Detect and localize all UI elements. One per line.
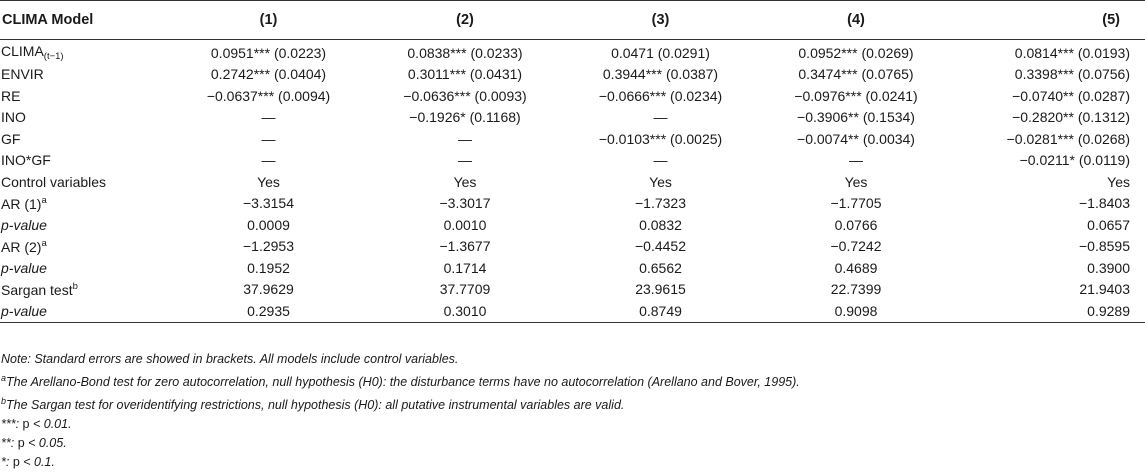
table-cell: 23.9615 bbox=[635, 281, 686, 298]
row-label-superscript: a bbox=[41, 237, 47, 249]
row-label bbox=[0, 214, 170, 236]
row-label bbox=[0, 85, 170, 107]
table-cell: Yes bbox=[649, 173, 672, 190]
table-cell: — bbox=[849, 152, 863, 169]
table-cell: 0.0838*** (0.0233) bbox=[407, 44, 523, 61]
table-cell: Yes bbox=[844, 173, 868, 190]
table-cell: 21.9403 bbox=[1079, 281, 1130, 298]
table-cell: 0.3900 bbox=[1087, 259, 1130, 276]
table-cell: — bbox=[458, 152, 472, 169]
sig3-rest: < 0.1. bbox=[19, 455, 55, 469]
table-cell: — bbox=[458, 130, 472, 147]
table-cell: — bbox=[261, 152, 276, 169]
table-row bbox=[0, 279, 1145, 301]
table-cell: −0.0074** (0.0034) bbox=[797, 130, 915, 147]
significance-note-3 bbox=[1, 453, 800, 472]
table-cell: 0.3010 bbox=[367, 300, 563, 322]
header-cell-model: CLIMA Model bbox=[0, 1, 170, 40]
table-cell: 0.3474*** (0.0765) bbox=[798, 66, 914, 83]
table-row bbox=[0, 214, 1145, 236]
table-cell: −0.0103*** (0.0025) bbox=[598, 130, 723, 147]
table-cell: 0.9289 bbox=[954, 300, 1145, 322]
table-cell: −3.3017 bbox=[439, 195, 491, 212]
table-cell: −0.8595 bbox=[1079, 238, 1130, 255]
row-label bbox=[0, 128, 170, 150]
table-row bbox=[0, 171, 1145, 193]
table-cell: 22.7399 bbox=[830, 281, 882, 298]
table-cell: 0.9098 bbox=[758, 300, 954, 322]
table-cell: 0.0951*** (0.0223) bbox=[210, 44, 327, 61]
row-label-text: Sargan test bbox=[1, 281, 73, 298]
note-line: Note: Standard errors are showed in brackets. All models include control variables. bbox=[1, 352, 459, 366]
row-label-text: INO*GF bbox=[1, 152, 51, 169]
table-cell: −0.0637*** (0.0094) bbox=[206, 87, 331, 104]
row-label-text: p-value bbox=[1, 259, 47, 276]
row-label bbox=[0, 150, 170, 172]
row-label bbox=[0, 279, 170, 301]
table-cell: −0.0666*** (0.0234) bbox=[598, 87, 723, 104]
table-cell: 0.0009 bbox=[247, 216, 290, 233]
header-cell-4: (4) bbox=[758, 1, 954, 40]
footnote-a-text: The Arellano-Bond test for zero autocorrelation, null hypothesis (H0): the disturbance terms have no autocorrelation (Arellano and Bover, 1995). bbox=[6, 375, 800, 389]
row-label-text: AR (2) bbox=[1, 238, 42, 255]
table-row bbox=[0, 236, 1145, 258]
table-cell: 0.0766 bbox=[834, 216, 878, 233]
table-cell: −0.0211* (0.0119) bbox=[1019, 152, 1130, 169]
table-row bbox=[0, 107, 1145, 129]
table-cell: Yes bbox=[453, 173, 477, 190]
table-cell: 0.4689 bbox=[834, 259, 878, 276]
table-cell: −3.3154 bbox=[243, 195, 294, 212]
row-label-superscript: a bbox=[41, 194, 47, 206]
table-cell: −0.0636*** (0.0093) bbox=[403, 87, 527, 104]
table-cell: −0.1926* (0.1168) bbox=[409, 109, 521, 126]
header-cell-1: (1) bbox=[170, 1, 367, 40]
footnote-a bbox=[1, 369, 800, 392]
table-notes bbox=[1, 350, 800, 472]
sig3-mark: *: bbox=[1, 455, 13, 469]
table-cell: 0.2742*** (0.0404) bbox=[210, 66, 327, 83]
table-cell: −0.3906** (0.1534) bbox=[797, 109, 915, 126]
table-cell: 0.0814*** (0.0193) bbox=[1014, 44, 1130, 61]
table-cell: Yes bbox=[257, 173, 280, 190]
row-label-text: p-value bbox=[1, 302, 47, 319]
row-label bbox=[0, 236, 170, 258]
table-cell: 0.0657 bbox=[1087, 216, 1130, 233]
table-cell: −0.0281*** (0.0268) bbox=[1006, 130, 1130, 147]
row-label-text: GF bbox=[1, 130, 21, 147]
footnote-a-mark: a bbox=[1, 373, 7, 383]
sig1-rest: < 0.01. bbox=[29, 417, 72, 431]
row-label-text: ENVIR bbox=[1, 66, 44, 83]
table-cell: — bbox=[261, 109, 276, 126]
table-cell: 0.6562 bbox=[639, 259, 682, 276]
row-label-text: p-value bbox=[1, 216, 47, 233]
table-cell: — bbox=[261, 130, 276, 147]
table-row bbox=[0, 85, 1145, 107]
table-cell: 0.3398*** (0.0756) bbox=[1014, 66, 1130, 83]
table-cell: 37.7709 bbox=[439, 281, 491, 298]
significance-note-2 bbox=[1, 434, 800, 453]
table-row bbox=[0, 257, 1145, 279]
sig1-mark: ***: bbox=[1, 417, 23, 431]
table-cell: 0.1952 bbox=[247, 259, 290, 276]
footnote-b-text: The Sargan test for overidentifying restrictions, null hypothesis (H0): all putative instrumental variables are valid. bbox=[6, 398, 625, 412]
row-label bbox=[0, 171, 170, 193]
table-cell: — bbox=[653, 152, 668, 169]
table-row bbox=[0, 150, 1145, 172]
table-body bbox=[0, 40, 1145, 323]
row-label-text: Control variables bbox=[1, 173, 107, 190]
table-cell: −0.7242 bbox=[830, 238, 882, 255]
table-cell: −0.4452 bbox=[635, 238, 686, 255]
table-row bbox=[0, 193, 1145, 215]
table-row bbox=[0, 40, 1145, 64]
table-cell: −1.2953 bbox=[243, 238, 294, 255]
row-label-superscript: b bbox=[72, 280, 78, 292]
table-cell: 0.0952*** (0.0269) bbox=[798, 44, 914, 61]
row-label-text: RE bbox=[1, 87, 21, 104]
table-cell: 37.9629 bbox=[243, 281, 294, 298]
row-label bbox=[0, 257, 170, 279]
header-cell-3: (3) bbox=[563, 1, 758, 40]
row-label-subscript: (t−1) bbox=[43, 51, 64, 63]
table-cell: −0.0976*** (0.0241) bbox=[794, 87, 918, 104]
row-label bbox=[0, 64, 170, 86]
table-cell: 0.0832 bbox=[639, 216, 682, 233]
footnote-b-mark: b bbox=[1, 396, 7, 406]
sig1-p: p bbox=[22, 417, 30, 431]
row-label bbox=[0, 40, 170, 64]
sig2-p: p bbox=[17, 436, 25, 450]
table-cell: 0.1714 bbox=[443, 259, 487, 276]
table-cell: 0.3011*** (0.0431) bbox=[407, 66, 523, 83]
sig2-rest: < 0.05. bbox=[24, 436, 67, 450]
sig2-mark: **: bbox=[1, 436, 18, 450]
table-cell: −0.2820** (0.1312) bbox=[1012, 109, 1130, 126]
table-row bbox=[0, 300, 1145, 322]
table-header bbox=[0, 1, 1145, 40]
significance-note-1 bbox=[1, 415, 800, 434]
header-cell-5: (5) bbox=[954, 1, 1145, 40]
table-cell: −1.7705 bbox=[830, 195, 882, 212]
table-cell: Yes bbox=[1107, 173, 1130, 190]
footnote-b bbox=[1, 392, 800, 415]
table-cell: 0.0010 bbox=[443, 216, 487, 233]
table-cell: −1.3677 bbox=[439, 238, 491, 255]
header-cell-2: (2) bbox=[367, 1, 563, 40]
table-cell: −0.0740** (0.0287) bbox=[1012, 87, 1130, 104]
table-cell: −1.8403 bbox=[1079, 195, 1130, 212]
row-label-text: AR (1) bbox=[1, 195, 42, 212]
row-label-text: INO bbox=[1, 109, 26, 126]
row-label-text: CLIMA bbox=[1, 43, 44, 60]
table-cell: 0.3944*** (0.0387) bbox=[602, 66, 719, 83]
table-cell: 0.2935 bbox=[170, 300, 367, 322]
table-cell: — bbox=[653, 109, 668, 126]
table-row bbox=[0, 64, 1145, 86]
table-cell: 0.8749 bbox=[563, 300, 758, 322]
sig3-p: p bbox=[12, 455, 20, 469]
row-label bbox=[0, 300, 170, 322]
table-row bbox=[0, 128, 1145, 150]
table-cell: −1.7323 bbox=[635, 195, 686, 212]
row-label bbox=[0, 193, 170, 215]
row-label bbox=[0, 107, 170, 129]
table-cell: 0.0471 (0.0291) bbox=[611, 44, 710, 61]
